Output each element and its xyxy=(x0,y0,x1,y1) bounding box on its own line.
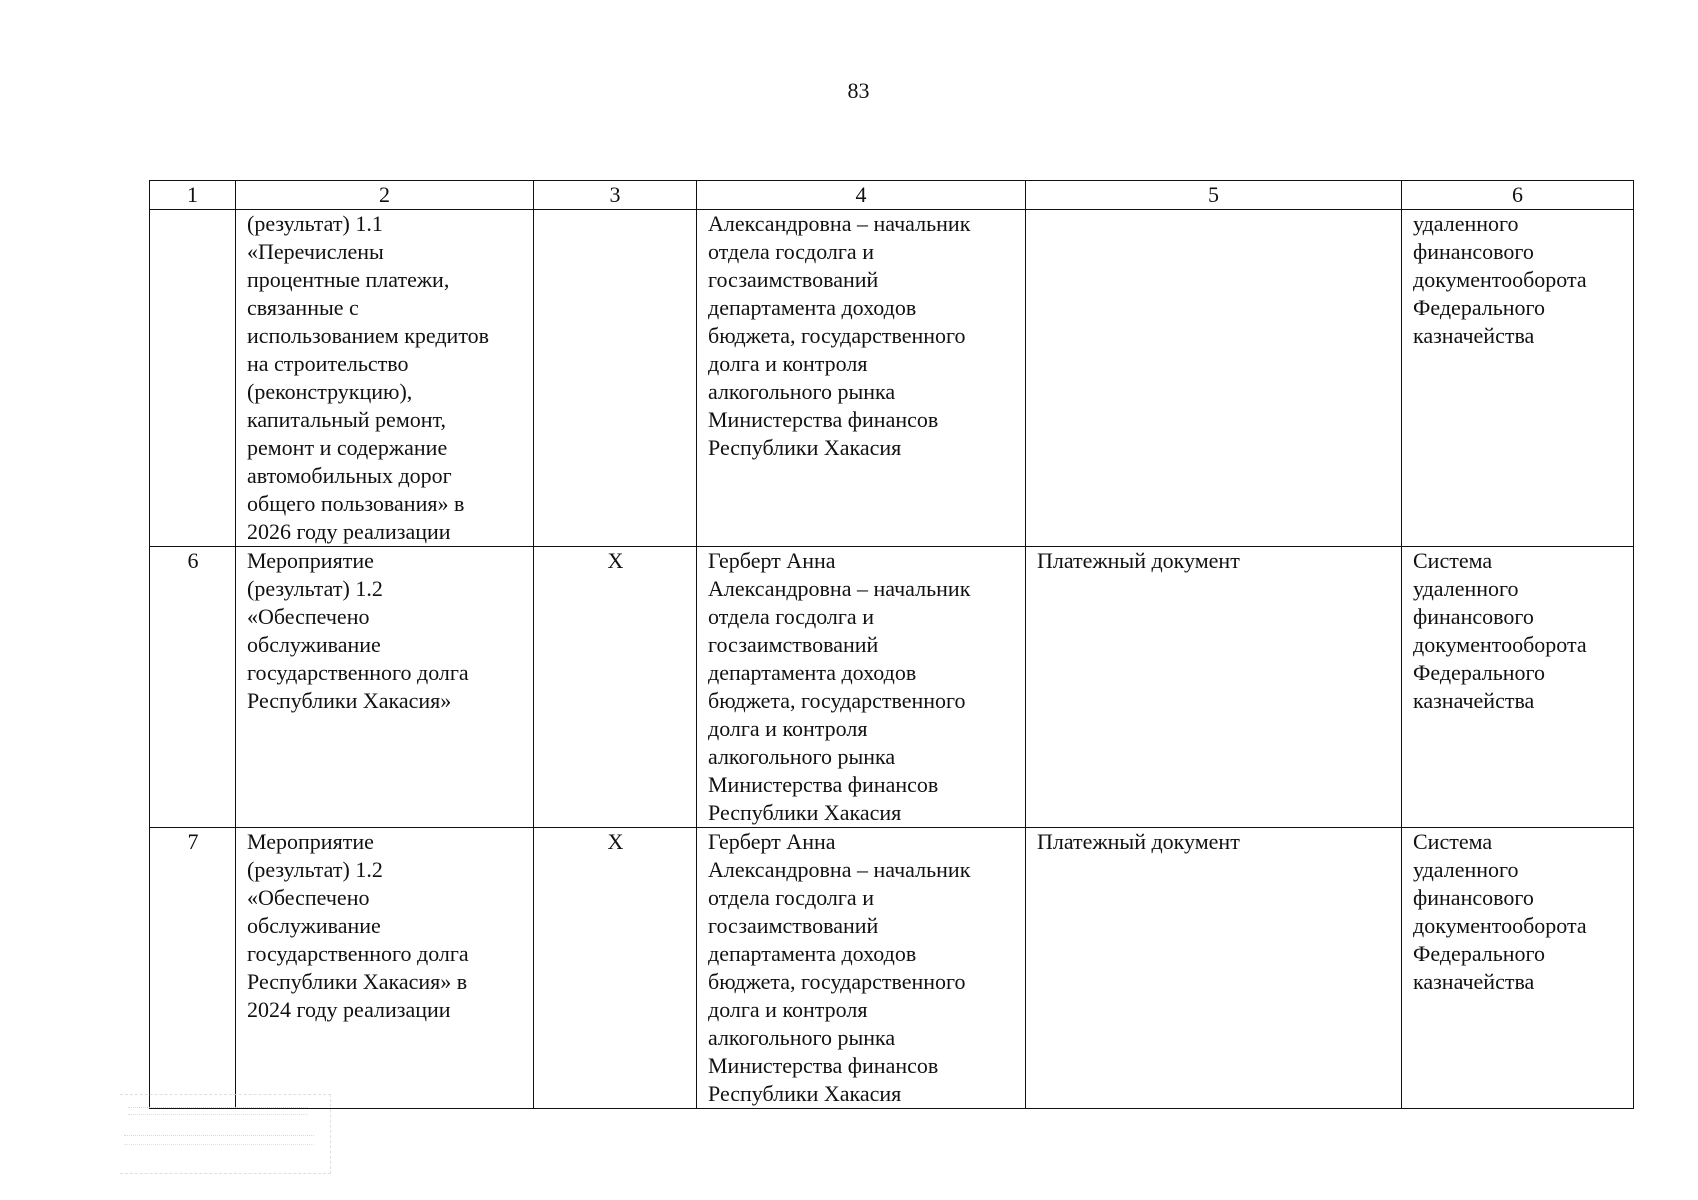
row-date: X xyxy=(534,828,697,1109)
row-responsible: Герберт Анна Александровна – начальник отдела госдолга и госзаимствований департамента доходов бюджета, государственного долга и контроля алкогольного рынка Министерства финансов Республики Хакасия xyxy=(697,547,1026,828)
row-system: Система удаленного финансового документооборота Федерального казначейства xyxy=(1402,828,1634,1109)
row-responsible: Александровна – начальник отдела госдолга и госзаимствований департамента доходов бюджета, государственного долга и контроля алкогольного рынка Министерства финансов Республики Хакасия xyxy=(697,210,1026,547)
row-name: Мероприятие (результат) 1.2 «Обеспечено обслуживание государственного долга Республики Хакасия» xyxy=(236,547,534,828)
plan-table xyxy=(149,180,1634,1109)
row-document: Платежный документ xyxy=(1026,828,1402,1109)
header-row xyxy=(150,181,1634,210)
table-row xyxy=(150,210,1634,547)
header-col-5: 5 xyxy=(1026,181,1402,210)
row-number: 7 xyxy=(150,828,236,1109)
scan-stamp-mark xyxy=(120,1094,331,1174)
row-date xyxy=(534,210,697,547)
page-number: 83 xyxy=(847,78,870,103)
header-col-2: 2 xyxy=(236,181,534,210)
header-col-4: 4 xyxy=(697,181,1026,210)
row-system: Система удаленного финансового документооборота Федерального казначейства xyxy=(1402,547,1634,828)
table-row xyxy=(150,547,1634,828)
row-name: Мероприятие (результат) 1.2 «Обеспечено обслуживание государственного долга Республики Хакасия» в 2024 году реализации xyxy=(236,828,534,1109)
header-col-3: 3 xyxy=(534,181,697,210)
row-number: 6 xyxy=(150,547,236,828)
row-system: удаленного финансового документооборота Федерального казначейства xyxy=(1402,210,1634,547)
row-date: X xyxy=(534,547,697,828)
row-name: (результат) 1.1 «Перечислены процентные платежи, связанные с использованием кредитов на строительство (реконструкцию), капитальный ремонт, ремонт и содержание автомобильных дорог общего пользования» в 2026 году реализации xyxy=(236,210,534,547)
row-document: Платежный документ xyxy=(1026,547,1402,828)
row-document xyxy=(1026,210,1402,547)
header-col-6: 6 xyxy=(1402,181,1634,210)
row-number xyxy=(150,210,236,547)
row-responsible: Герберт Анна Александровна – начальник отдела госдолга и госзаимствований департамента доходов бюджета, государственного долга и контроля алкогольного рынка Министерства финансов Республики Хакасия xyxy=(697,828,1026,1109)
header-col-1: 1 xyxy=(150,181,236,210)
table-row xyxy=(150,828,1634,1109)
